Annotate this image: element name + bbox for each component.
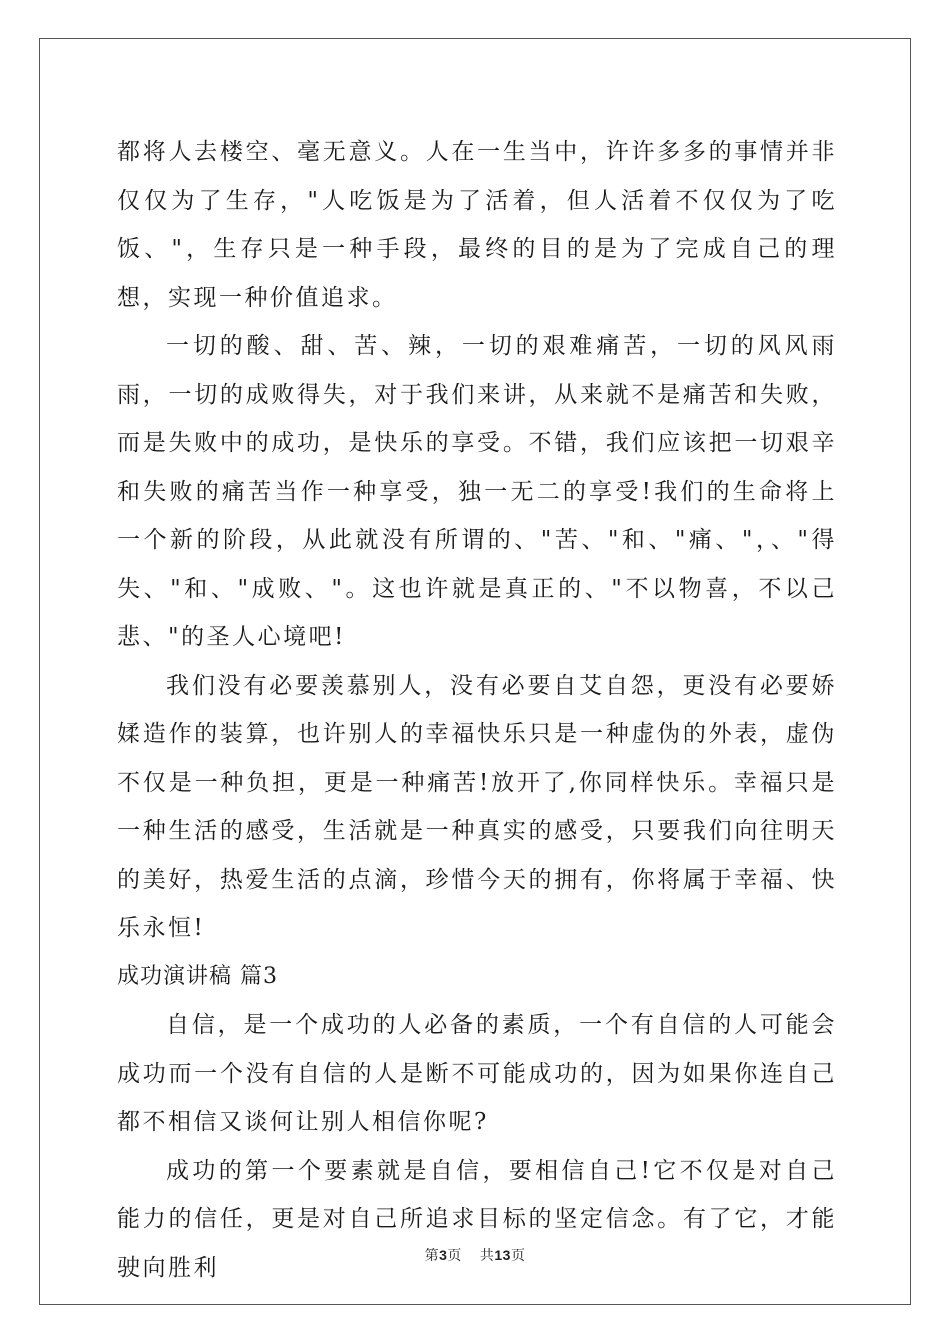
paragraph: 我们没有必要羡慕别人，没有必要自艾自怨，更没有必要娇媃造作的装算，也许别人的幸福快乐只是一种虚伪的外表，虚伪不仅是一种负担，更是一种痛苦!放开了,你同样快乐。幸福只是一种生活的感受，生活就是一种真实的感受，只要我们向往明天的美好，热爱生活的点滴，珍惜今天的拥有，你将属于幸福、快乐永恒! — [117, 672, 837, 941]
total-suffix: 页 — [510, 1248, 526, 1264]
document-body — [117, 128, 837, 1292]
paragraph: 自信，是一个成功的人必备的素质，一个有自信的人可能会成功而一个没有自信的人是断不可能成功的，因为如果你连自己都不相信又谈何让别人相信你呢? — [117, 1012, 837, 1135]
section-heading: 成功演讲稿 篇3 — [117, 963, 278, 989]
total-prefix: 共 — [479, 1248, 495, 1264]
page-number: 3 — [439, 1247, 448, 1263]
page-footer — [0, 1245, 950, 1265]
paragraph: 一切的酸、甜、苦、辣，一切的艰难痛苦，一切的风风雨雨，一切的成败得失，对于我们来讲，从来就不是痛苦和失败，而是失败中的成功，是快乐的享受。不错，我们应该把一切艰辛和失败的痛苦当作一种享受，独一无二的享受!我们的生命将上一个新的阶段，从此就没有所谓的、"苦、"和、"痛、"，、"得失、"和、"成败、"。这也许就是真正的、"不以物喜，不以己悲、"的圣人心境吧! — [117, 333, 837, 650]
page-prefix: 第 — [424, 1248, 440, 1264]
paragraph: 成功的第一个要素就是自信，要相信自己!它不仅是对自己能力的信任，更是对自己所追求目标的坚定信念。有了它，才能驶向胜利 — [117, 1157, 837, 1281]
page-suffix: 页 — [447, 1248, 462, 1264]
paragraph: 都将人去楼空、毫无意义。人在一生当中，许许多多的事情并非仅仅为了生存，"人吃饭是为了活着，但人活着不仅仅为了吃饭、"，生存只是一种手段，最终的目的是为了完成自己的理想，实现一种价值追求。 — [117, 139, 837, 311]
total-pages: 13 — [494, 1247, 511, 1263]
